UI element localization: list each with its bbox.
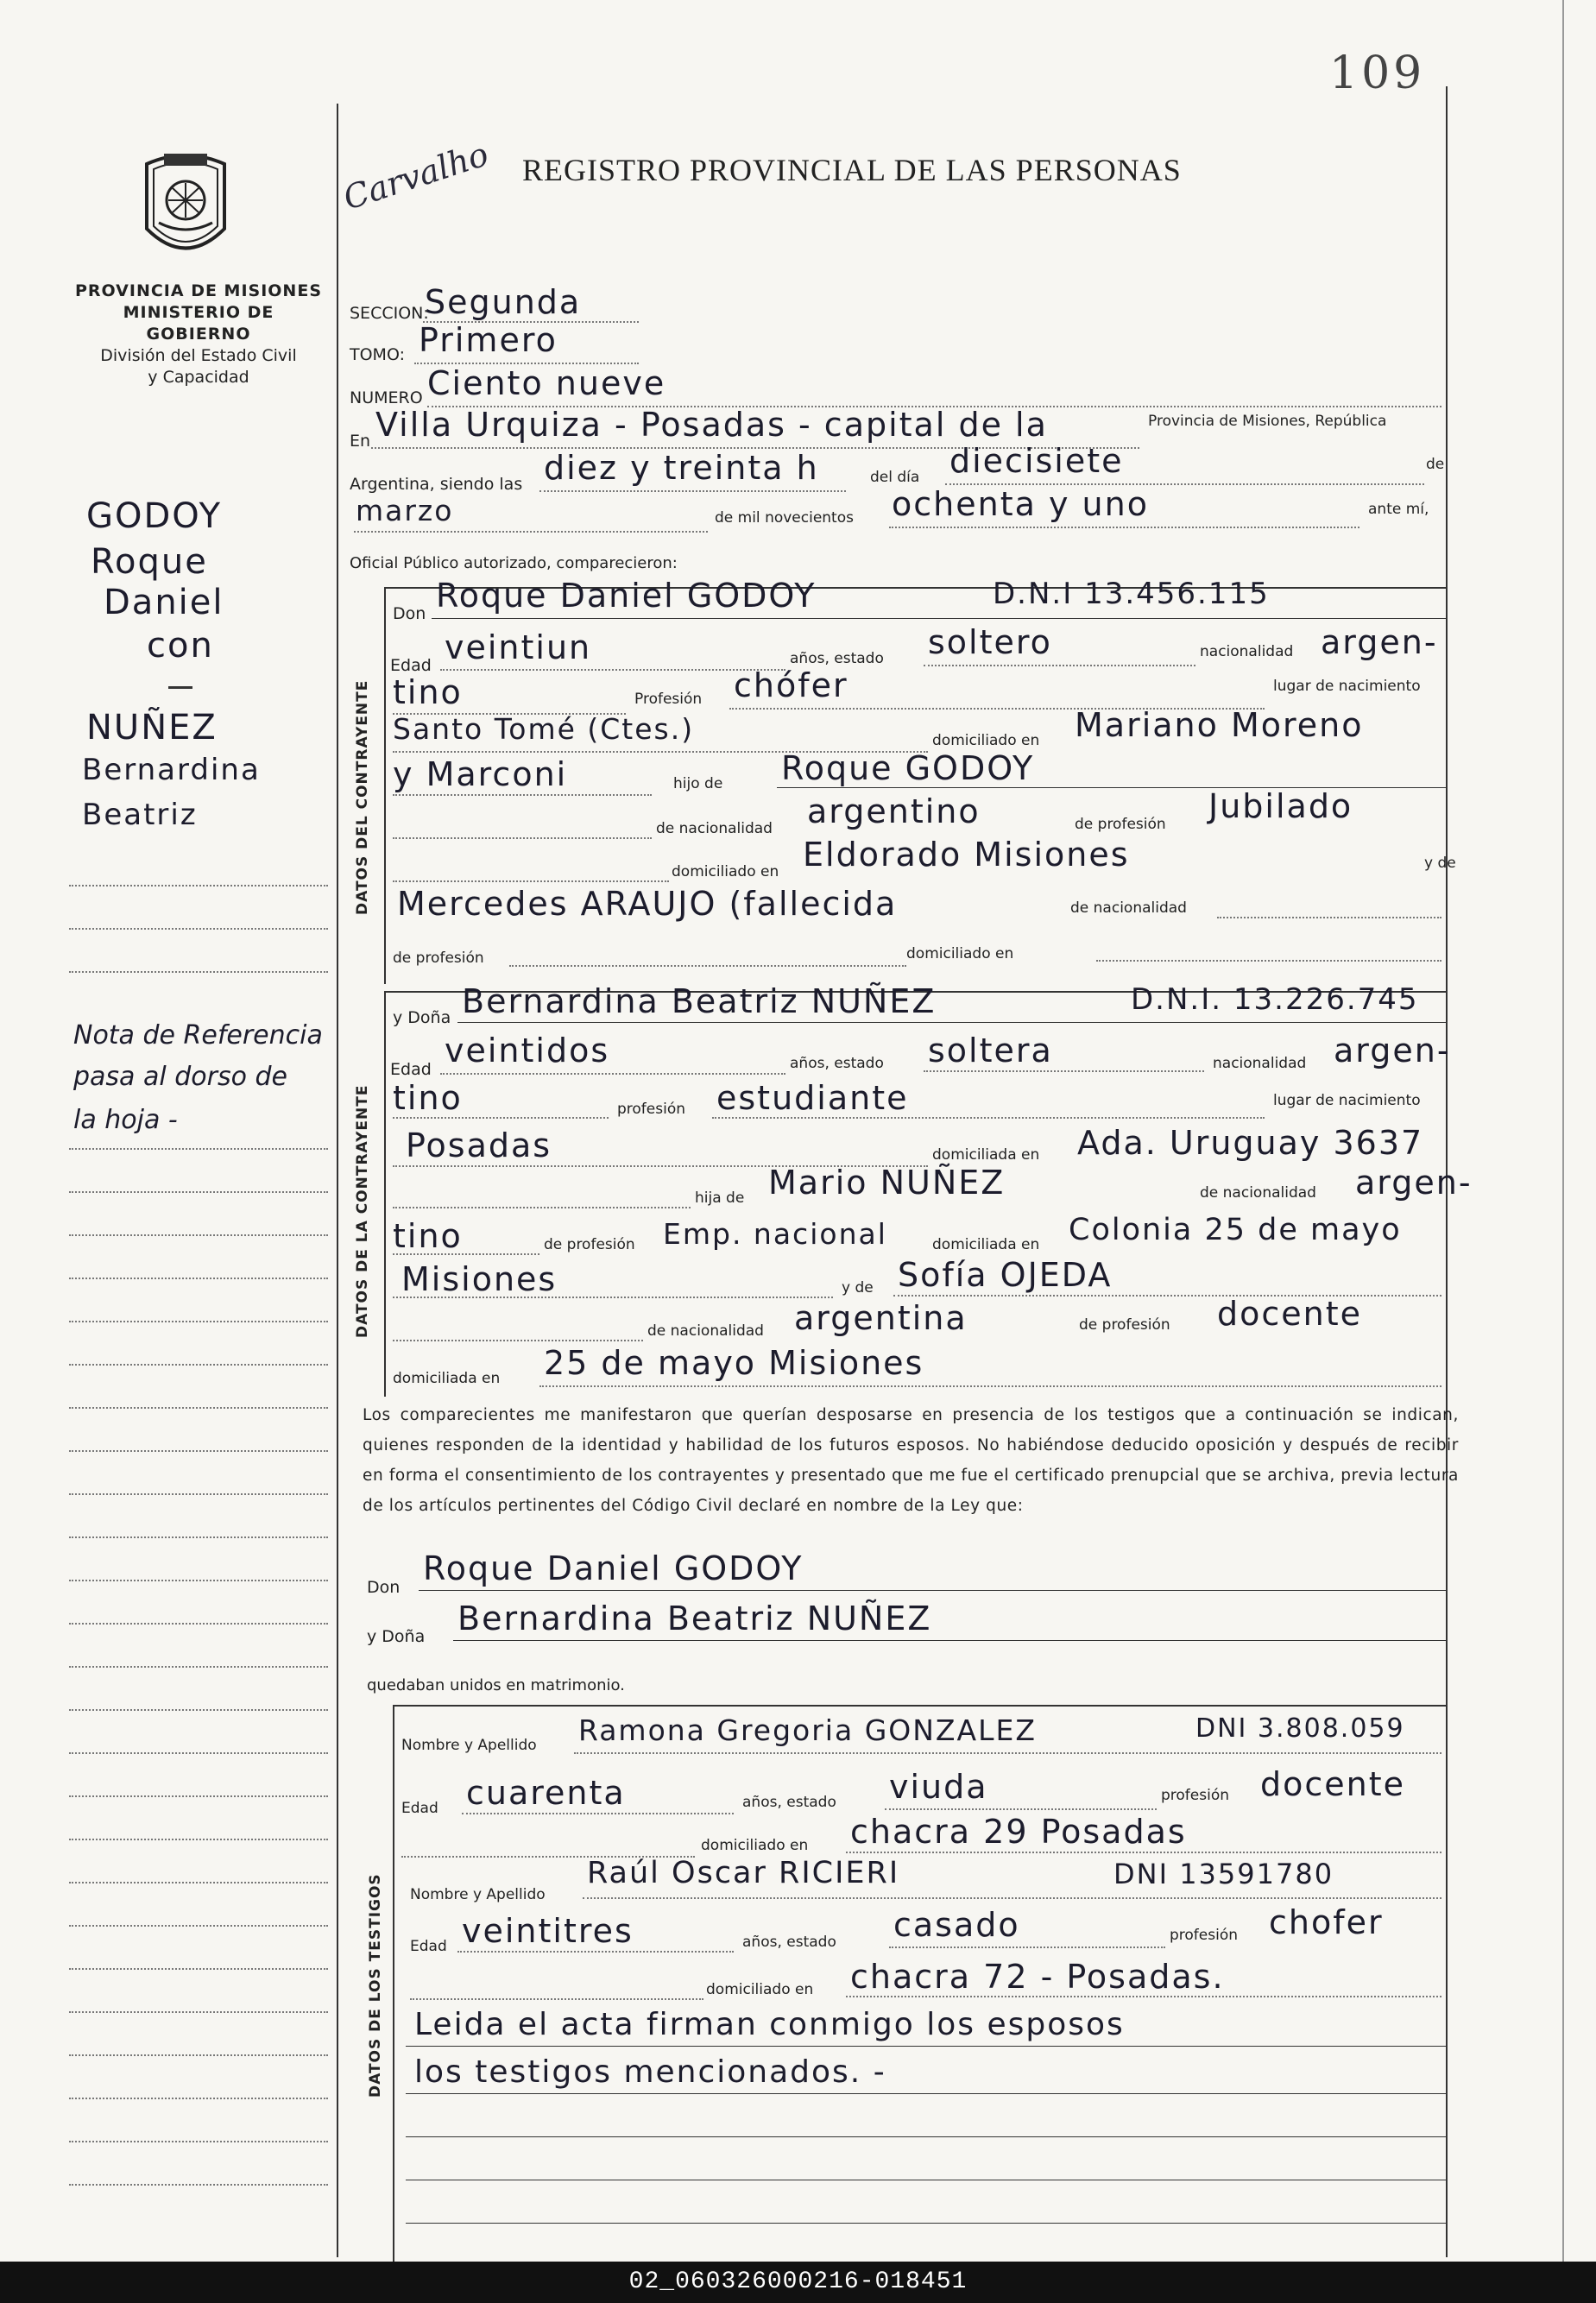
padre-nac-label-1: de nacionalidad xyxy=(656,820,773,837)
contrayente2-madre-prof: docente xyxy=(1217,1295,1363,1333)
margin-con: con xyxy=(147,626,214,666)
contrayente1-lugar-nac: Santo Tomé (Ctes.) xyxy=(393,712,695,746)
margin-dotline xyxy=(69,1882,328,1883)
t1-profesion-label: profesión xyxy=(1161,1787,1230,1804)
testigo2-edad: veintitres xyxy=(462,1912,634,1950)
hora-dotline xyxy=(539,490,846,492)
nac-b-dotline-2 xyxy=(393,1117,609,1119)
margin-dotline xyxy=(69,928,328,930)
contrayente2-padre-prof: Emp. nacional xyxy=(663,1217,887,1251)
madre-nac-dotline-1 xyxy=(1217,917,1441,918)
argentina-text: Argentina, siendo las xyxy=(350,475,523,494)
madre-prof-label-2: de profesión xyxy=(1079,1316,1170,1334)
padre-nac-label-2: de nacionalidad xyxy=(1200,1184,1316,1202)
padre-dom-pre-dotline-1 xyxy=(393,880,669,882)
don-label: Don xyxy=(393,604,426,623)
closing-line-2-rule xyxy=(406,2093,1446,2094)
margin-dotline xyxy=(69,1968,328,1970)
t1-anos-estado-label: años, estado xyxy=(742,1794,836,1811)
t2-edad-label: Edad xyxy=(410,1938,447,1955)
contrayente2-domicilio: Ada. Uruguay 3637 xyxy=(1077,1124,1424,1162)
org-ministry: MINISTERIO DE GOBIERNO xyxy=(123,303,274,344)
madre-prof-dotline-1 xyxy=(509,965,906,967)
contrayente2-left-rule xyxy=(384,991,386,1397)
seccion-value: Segunda xyxy=(425,283,582,321)
contrayente2-nacionalidad-a: argen- xyxy=(1334,1032,1451,1069)
right-border xyxy=(1562,0,1564,2262)
margin-name-1-first: Roque xyxy=(91,542,208,582)
contrayente2-edad: veintidos xyxy=(445,1032,610,1069)
contrayente2-padre-nac-b: tino xyxy=(393,1217,463,1255)
padre-dom-b-dotline-2 xyxy=(393,1297,833,1298)
madre-dom-label-2: domiciliada en xyxy=(393,1370,501,1387)
closing-line-1-rule xyxy=(406,2046,1446,2047)
contrayente1-madre: Mercedes ARAUJO (fallecida xyxy=(397,885,898,923)
testigo1-nombre: Ramona Gregoria GONZALEZ xyxy=(578,1713,1037,1747)
en-label: En xyxy=(350,432,371,451)
org-division-2: y Capacidad xyxy=(148,368,249,387)
y-de-label-2: y de xyxy=(842,1279,874,1297)
scan-id-footer: 02_060326000216-018451 xyxy=(0,2262,1596,2303)
margin-dotline xyxy=(69,1709,328,1711)
t2-estado-dotline xyxy=(889,1947,1165,1948)
contrayente1-padre-nac: argentino xyxy=(807,792,981,830)
closing-line-1: Leida el acta firman conmigo los esposos xyxy=(414,2007,1125,2042)
padre-nac-pre-dotline-1 xyxy=(393,837,652,839)
decl-dona-line xyxy=(453,1640,1446,1641)
contrayente2-name: Bernardina Beatriz NUÑEZ xyxy=(462,982,937,1020)
margin-name-1-surname: GODOY xyxy=(86,496,223,536)
contrayente2-profesion: estudiante xyxy=(716,1079,909,1117)
testigo2-nombre: Raúl Oscar RICIERI xyxy=(587,1856,900,1890)
edad-label-2: Edad xyxy=(390,1060,432,1079)
t1-nombre-dotline xyxy=(574,1752,1441,1754)
contrayente1-side-label: DATOS DEL CONTRAYENTE xyxy=(354,679,371,915)
contrayente1-padre: Roque GODOY xyxy=(781,749,1035,787)
testigos-top-rule xyxy=(393,1705,1446,1707)
contrayente2-madre-dom: 25 de mayo Misiones xyxy=(544,1344,924,1382)
testigo2-estado: casado xyxy=(893,1906,1020,1944)
t1-dom-dotline xyxy=(846,1852,1441,1853)
contrayente2-madre: Sofía OJEDA xyxy=(898,1256,1113,1294)
testigo1-domicilio: chacra 29 Posadas xyxy=(850,1813,1187,1851)
nacionalidad-label-2: nacionalidad xyxy=(1213,1055,1307,1072)
t2-nombre-label: Nombre y Apellido xyxy=(410,1886,546,1903)
t1-edad-dotline xyxy=(462,1813,734,1814)
margin-dotline xyxy=(69,885,328,886)
document-title: REGISTRO PROVINCIAL DE LAS PERSONAS xyxy=(522,153,1182,187)
contrayente1-name-line xyxy=(432,618,1446,619)
testigo1-profesion: docente xyxy=(1260,1765,1406,1803)
margin-dotline xyxy=(69,1580,328,1581)
testigo1-edad: cuarenta xyxy=(466,1774,626,1812)
org-division: División del Estado Civil xyxy=(100,346,297,365)
margin-dotline xyxy=(69,1925,328,1927)
contrayente1-edad: veintiun xyxy=(445,628,592,666)
lugar-nac-label-1: lugar de nacimiento xyxy=(1273,678,1421,695)
decl-dona-label: y Doña xyxy=(367,1627,426,1646)
t2-profesion-label: profesión xyxy=(1170,1927,1239,1944)
contrayente1-domicilio-a: Mariano Moreno xyxy=(1075,706,1364,744)
testigos-left-rule xyxy=(393,1705,394,2262)
madre-nac-pre-dotline-2 xyxy=(393,1340,643,1341)
padre-dom-label-2: domiciliada en xyxy=(932,1236,1040,1253)
margin-dotline xyxy=(69,1450,328,1452)
numero-label: NUMERO xyxy=(350,388,423,407)
estado-dotline-2 xyxy=(924,1070,1204,1072)
contrayente2-estado: soltera xyxy=(928,1032,1053,1069)
margin-dotline xyxy=(69,1278,328,1279)
decl-don-value: Roque Daniel GODOY xyxy=(423,1549,804,1587)
madre-prof-label-1: de profesión xyxy=(393,950,484,967)
numero-value: Ciento nueve xyxy=(427,364,666,402)
margin-note-line-2: pasa al dorso de xyxy=(73,1062,287,1092)
margin-dotline xyxy=(69,2098,328,2099)
margin-dash xyxy=(168,686,192,689)
margin-dotline xyxy=(69,2184,328,2186)
anos-estado-label-1: años, estado xyxy=(790,650,884,667)
declaration-paragraph: Los comparecientes me manifestaron que querían desposarse en presencia de los testigos que a continuación se indican, quienes responden de la identidad y habilidad de los futuros esposos. No habiéndose deducido oposición y después de recibir en forma el consentimiento de los contrayentes y presentado que me fue el certificado prenupcial que se archiva, previa lectura de los artículos pertinentes del Código Civil declaré en nombre de la Ley que: xyxy=(363,1406,1459,1515)
seccion-label: SECCION: xyxy=(350,304,429,323)
margin-name-2-second: Beatriz xyxy=(82,798,198,832)
y-de-label-1: y de xyxy=(1424,855,1456,872)
provincia-text: Provincia de Misiones, República xyxy=(1148,413,1387,430)
contrayente2-nacionalidad-b: tino xyxy=(393,1079,463,1117)
testigos-side-label: DATOS DE LOS TESTIGOS xyxy=(367,1873,384,2098)
decl-don-line xyxy=(419,1590,1446,1591)
del-dia-text: del día xyxy=(870,469,920,486)
madre-nac-label-1: de nacionalidad xyxy=(1070,899,1187,917)
mes-dotline xyxy=(354,531,708,533)
contrayente1-estado: soltero xyxy=(928,623,1052,661)
blank-line-3 xyxy=(406,2223,1446,2224)
margin-dotline xyxy=(69,1148,328,1150)
dona-label: y Doña xyxy=(393,1008,451,1027)
decl-dona-value: Bernardina Beatriz NUÑEZ xyxy=(457,1599,932,1637)
contrayente1-name: Roque Daniel GODOY xyxy=(436,577,817,615)
en-value: Villa Urquiza - Posadas - capital de la xyxy=(375,406,1048,444)
edad-label-1: Edad xyxy=(390,656,432,675)
oficial-text: Oficial Público autorizado, comparecieron: xyxy=(350,554,678,572)
padre-nac-b-dotline-2 xyxy=(393,1253,539,1255)
ante-mi-text: ante mí, xyxy=(1368,501,1429,518)
madre-dom-dotline-1 xyxy=(1096,960,1441,962)
contrayente2-madre-nac: argentina xyxy=(794,1299,968,1337)
padre-prof-label-2: de profesión xyxy=(544,1236,635,1253)
issuing-organization xyxy=(69,281,328,388)
hija-pre-dotline xyxy=(393,1207,691,1208)
t2-dom-dotline xyxy=(846,1996,1441,1997)
domiciliada-label-2: domiciliada en xyxy=(932,1146,1040,1164)
hora-value: diez y treinta h xyxy=(544,449,819,487)
margin-dotline xyxy=(69,1839,328,1840)
domiciliado-label-1: domiciliado en xyxy=(932,732,1040,749)
hijo-de-label: hijo de xyxy=(673,775,723,792)
contrayente1-domicilio-b: y Marconi xyxy=(393,755,568,793)
t1-nombre-label: Nombre y Apellido xyxy=(401,1737,537,1754)
contrayente2-padre: Mario NUÑEZ xyxy=(768,1164,1006,1202)
decl-don-label: Don xyxy=(367,1578,401,1597)
t2-domiciliado-label: domiciliado en xyxy=(706,1981,814,1998)
margin-dotline xyxy=(69,1623,328,1625)
contrayente1-padre-prof: Jubilado xyxy=(1208,787,1353,825)
margin-note-line-3: la hoja - xyxy=(73,1105,178,1135)
madre-dom-label-1: domiciliado en xyxy=(906,945,1014,962)
margin-dotline xyxy=(69,2141,328,2142)
t1-estado-dotline xyxy=(885,1808,1157,1810)
de-text: de xyxy=(1426,456,1445,473)
hija-de-label: hija de xyxy=(695,1189,745,1207)
margin-name-2-surname: NUÑEZ xyxy=(86,708,218,748)
de-mil-text: de mil novecientos xyxy=(715,509,854,527)
closing-line-2: los testigos mencionados. - xyxy=(414,2054,886,2090)
margin-dotline xyxy=(69,1191,328,1193)
margin-name-1-second: Daniel xyxy=(104,583,224,622)
nacionalidad-label-1: nacionalidad xyxy=(1200,643,1294,660)
tomo-label: TOMO: xyxy=(350,345,405,364)
provincial-seal-icon xyxy=(138,147,233,268)
contrayente2-padre-dom-b: Misiones xyxy=(401,1260,558,1298)
estado-dotline-1 xyxy=(924,665,1195,666)
contrayente1-padre-dom: Eldorado Misiones xyxy=(803,836,1130,874)
margin-name-2-first: Bernardina xyxy=(82,753,261,787)
t2-dom-pre-dotline xyxy=(410,1998,703,2000)
contrayente2-dni: D.N.I. 13.226.745 xyxy=(1131,982,1419,1017)
testigo2-profesion: chofer xyxy=(1269,1903,1384,1941)
profesion-dotline-2 xyxy=(712,1117,1265,1119)
contrayente2-padre-dom-a: Colonia 25 de mayo xyxy=(1069,1213,1402,1247)
t2-anos-estado-label: años, estado xyxy=(742,1934,836,1951)
left-column-rule xyxy=(337,104,338,2257)
margin-dotline xyxy=(69,2011,328,2013)
padre-prof-label-1: de profesión xyxy=(1075,816,1166,833)
contrayente2-padre-nac-a: argen- xyxy=(1355,1164,1473,1202)
anos-estado-label-2: años, estado xyxy=(790,1055,884,1072)
testigo2-domicilio: chacra 72 - Posadas. xyxy=(850,1958,1225,1996)
contrayente1-nacionalidad-a: argen- xyxy=(1321,623,1438,661)
profesion-label-2: profesión xyxy=(617,1101,686,1118)
contrayente1-nacionalidad-b: tino xyxy=(393,673,463,711)
domicilio-b-dotline-1 xyxy=(393,794,652,796)
edad-dotline-2 xyxy=(440,1073,785,1075)
t1-edad-label: Edad xyxy=(401,1800,438,1817)
blank-line-1 xyxy=(406,2136,1446,2137)
margin-dotline xyxy=(69,2054,328,2056)
t1-domiciliado-label: domiciliado en xyxy=(701,1837,809,1854)
margin-dotline xyxy=(69,971,328,973)
t2-nombre-dotline xyxy=(583,1897,1441,1899)
contrayente2-name-line xyxy=(457,1022,1446,1023)
margin-note-line-1: Nota de Referencia xyxy=(73,1020,323,1051)
mes-value: marzo xyxy=(356,494,454,527)
margin-dotline xyxy=(69,1364,328,1366)
testigo2-dni: DNI 13591780 xyxy=(1113,1858,1334,1890)
unidos-text: quedaban unidos en matrimonio. xyxy=(367,1676,625,1694)
margin-dotline xyxy=(69,1493,328,1495)
t2-edad-dotline xyxy=(457,1951,734,1953)
margin-dotline xyxy=(69,1536,328,1538)
contrayente1-profesion: chófer xyxy=(734,666,848,704)
margin-dotline xyxy=(69,1321,328,1322)
anio-value: ochenta y uno xyxy=(892,485,1149,523)
testigo1-dni: DNI 3.808.059 xyxy=(1195,1713,1405,1744)
contrayente1-left-rule xyxy=(384,587,386,984)
madre-dom-dotline-2 xyxy=(539,1385,1441,1387)
margin-dotline xyxy=(69,1795,328,1797)
page-number: 109 xyxy=(1329,47,1426,99)
margin-dotline xyxy=(69,1234,328,1236)
dia-value: diecisiete xyxy=(949,442,1124,480)
tomo-value: Primero xyxy=(419,321,558,359)
testigo1-estado: viuda xyxy=(889,1768,988,1806)
madre-nac-label-2: de nacionalidad xyxy=(647,1322,764,1340)
profesion-label-1: Profesión xyxy=(634,691,703,708)
margin-dotline xyxy=(69,1407,328,1409)
margin-dotline xyxy=(69,1752,328,1754)
margin-scribble: Carvalho xyxy=(338,135,494,218)
org-province: PROVINCIA DE MISIONES xyxy=(74,281,323,300)
contrayente2-lugar-nac: Posadas xyxy=(406,1126,552,1164)
margin-dotline xyxy=(69,1666,328,1668)
lugar-nac-label-2: lugar de nacimiento xyxy=(1273,1092,1421,1109)
padre-dom-label-1: domiciliado en xyxy=(672,863,779,880)
contrayente2-side-label: DATOS DE LA CONTRAYENTE xyxy=(354,1084,371,1338)
contrayente1-dni: D.N.I 13.456.115 xyxy=(993,577,1270,611)
anio-dotline xyxy=(889,527,1359,528)
